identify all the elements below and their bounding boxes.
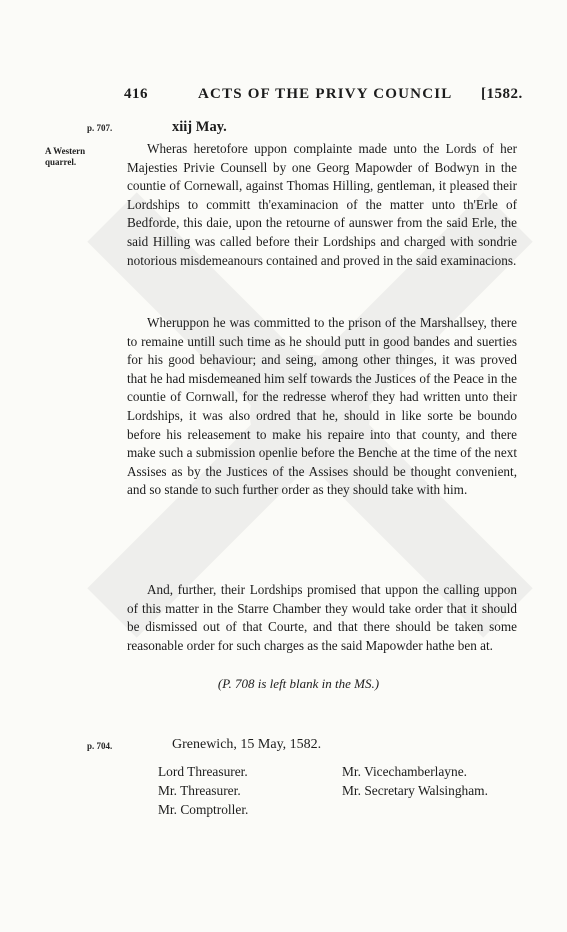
margin-page-ref-707: p. 707. <box>87 123 113 133</box>
paragraph-text: Wheras heretofore uppon complainte made unto the Lords of her Majesties Privie Counsell by one Georg Mapowder of Bodwyn in the countie of Cornewall, against Thomas Hilling, gentleman, it pleased their Lordships to committ th'examinacion of the matter unto th'Erle of Bedforde, this daie, upon the retourne of aunswer from the said Erle, the said Hilling was called before their Lordships and charged with sondrie notorious misdemeanours contained and proved in the said examinacions. <box>127 141 517 268</box>
entry-date: xiij May. <box>172 119 227 135</box>
meeting-place-date: Grenewich, 15 May, 1582. <box>172 737 322 752</box>
attendee: Mr. Secretary Walsingham. <box>342 783 488 798</box>
page-number: 416 <box>124 86 148 102</box>
attendees-left-column <box>158 762 248 819</box>
attendees-right-column <box>342 762 488 800</box>
running-header <box>0 86 567 110</box>
attendee: Mr. Comptroller. <box>158 802 249 817</box>
attendee: Mr. Vicechamberlayne. <box>342 764 467 779</box>
header-year: [1582. <box>481 86 523 102</box>
editorial-note: (P. 708 is left blank in the MS.) <box>217 676 380 691</box>
margin-page-ref-704: p. 704. <box>87 741 113 751</box>
running-title: ACTS OF THE PRIVY COUNCIL <box>198 86 453 102</box>
attendee: Lord Threasurer. <box>158 764 248 779</box>
margin-note-western-quarrel: A Western quarrel. <box>45 146 86 167</box>
attendee: Mr. Threasurer. <box>158 783 241 798</box>
paragraph-text: And, further, their Lordships promised that uppon the calling uppon of this matter in the Starre Chamber they would take order that it should be dismissed out of that Courte, and that there should be taken some reasonable order for such charges as the said Mapowder hathe ben at. <box>127 582 517 653</box>
paragraph-1 <box>127 140 517 270</box>
paragraph-3 <box>127 581 517 655</box>
paragraph-2 <box>127 314 517 500</box>
paragraph-text: Wheruppon he was committed to the prison of the Marshallsey, there to remaine untill such time as he should putt in good bandes and suerties for his good behaviour; and seing, among other thinges, it was proved that he had misdemeaned him self towards the Justices of the Peace in the countie of Cornwall, for the redresse wherof they had written unto their Lordships, it was also ordred that he, should in like sorte be boundo before his releasement to make his repaire into that county, and there make such a submission openlie before the Benche at the time of the next Assises as by the Justices of the Assises should be thought convenient, and so stande to such further order as they should take with him. <box>127 315 517 498</box>
